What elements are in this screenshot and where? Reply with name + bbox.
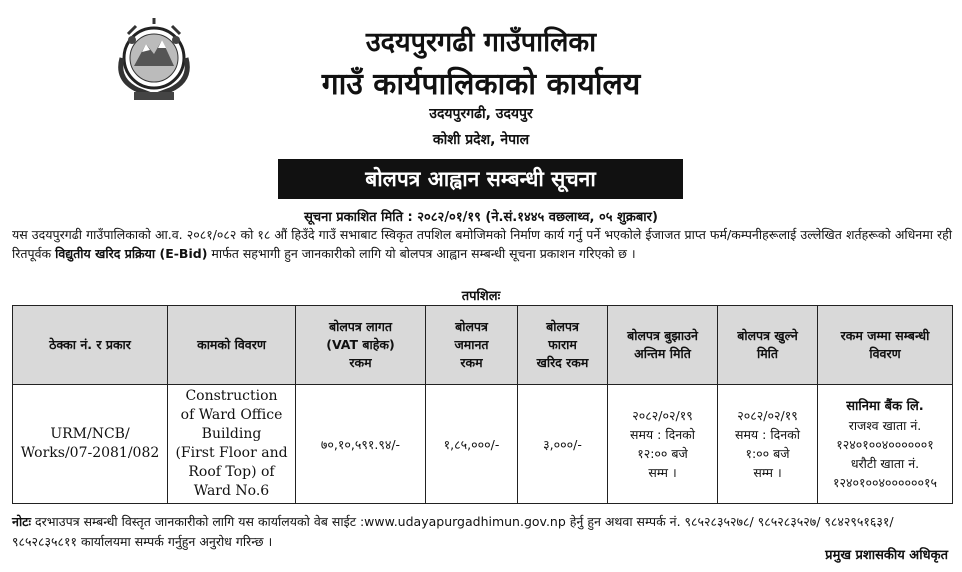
header-submission-date: बोलपत्र बुझाउने अन्तिम मिति <box>608 306 718 385</box>
cell-contract-no: URM/NCB/ Works/07-2081/082 <box>13 385 168 504</box>
note-label: नोटः <box>12 514 32 529</box>
table-heading: तपशिलः <box>461 289 501 304</box>
header-contract-no: ठेक्का नं. र प्रकार <box>13 306 168 385</box>
table-row <box>13 385 953 504</box>
address-line-2: कोशी प्रदेश, नेपाल <box>432 132 530 148</box>
address-line-1: उदयपुरगढी, उदयपुर <box>429 106 533 122</box>
header-opening-date: बोलपत्र खुल्ने मिति <box>718 306 818 385</box>
signature: प्रमुख प्रशासकीय अधिकृत <box>825 548 948 563</box>
letterhead <box>0 0 962 160</box>
header-cost: बोलपत्र लागत (VAT बाहेक) रकम <box>296 306 426 385</box>
intro-bold: विद्युतीय खरिद प्रक्रिया (E-Bid) <box>55 246 208 261</box>
note-paragraph <box>12 512 952 552</box>
cell-form-fee: ३,०००/- <box>518 385 608 504</box>
tender-table <box>12 305 953 504</box>
publish-date: सूचना प्रकाशित मिति : २०८२/०१/१९ (ने.सं.१४४५ वछलाथ्व, ०५ शुक्रबार) <box>304 210 658 225</box>
cell-work-desc: Construction of Ward Office Building (First Floor and Roof Top) of Ward No.6 <box>168 385 296 504</box>
note-text: दरभाउपत्र सम्बन्धी विस्तृत जानकारीको लागि यस कार्यालयको वेब साईट :www.udayapurgadhimun.gov.np हेर्नु हुन अथवा सम्पर्क नं. ९८५२८३५२७८/ ९८५२८३५२७/ ९८४२९५१६३१/ ९८५२८३५८११ कार्यालयमा सम्पर्क गर्नुहुन अनुरोध गरिन्छ । <box>12 514 894 549</box>
table-header-row <box>13 306 953 385</box>
header-bank-details: रकम जम्मा सम्बन्धी विवरण <box>818 306 953 385</box>
intro-part-1: यस उदयपुरगढी गाउँपालिकाको आ.व. २०८१/०८२ को १८ औं हिउँदे गाउँ सभाबाट स्विकृत तपशिल बमोजिमको निर्माण कार्य गर्नु पर्ने भएकोले ईजाजत प्राप्त फर्म/कम्पनीहरूलाई उल्लेखित शर्तहरूको अधिनमा रही रितपूर्वक <box>12 227 952 261</box>
header-security: बोलपत्र जमानत रकम <box>426 306 518 385</box>
cell-submission-date: २०८२/०२/१९ समय : दिनको १२:०० बजे सम्म । <box>608 385 718 504</box>
header-form-fee: बोलपत्र फाराम खरिद रकम <box>518 306 608 385</box>
header-work-desc: कामको विवरण <box>168 306 296 385</box>
cell-bank-details: सानिमा बैंक लि. राजश्व खाता नं. १२४०१००४००००००१ धरौटी खाता नं. १२४०१००४००००००१५ <box>818 385 953 504</box>
intro-part-2: मार्फत सहभागी हुन जानकारीको लागि यो बोलपत्र आह्वान सम्बन्धी सूचना प्रकाशन गरिएको छ । <box>207 246 636 261</box>
cell-security: १,८५,०००/- <box>426 385 518 504</box>
cell-cost: ७०,१०,५९१.९४/- <box>296 385 426 504</box>
bank-name: सानिमा बैंक लि. <box>846 398 924 414</box>
municipality-name: उदयपुरगढी गाउँपालिका <box>365 27 597 58</box>
notice-title: बोलपत्र आह्वान सम्बन्धी सूचना <box>278 159 683 199</box>
intro-paragraph <box>12 225 952 263</box>
office-name: गाउँ कार्यपालिकाको कार्यालय <box>321 67 641 102</box>
cell-opening-date: २०८२/०२/१९ समय : दिनको १:०० बजे सम्म । <box>718 385 818 504</box>
